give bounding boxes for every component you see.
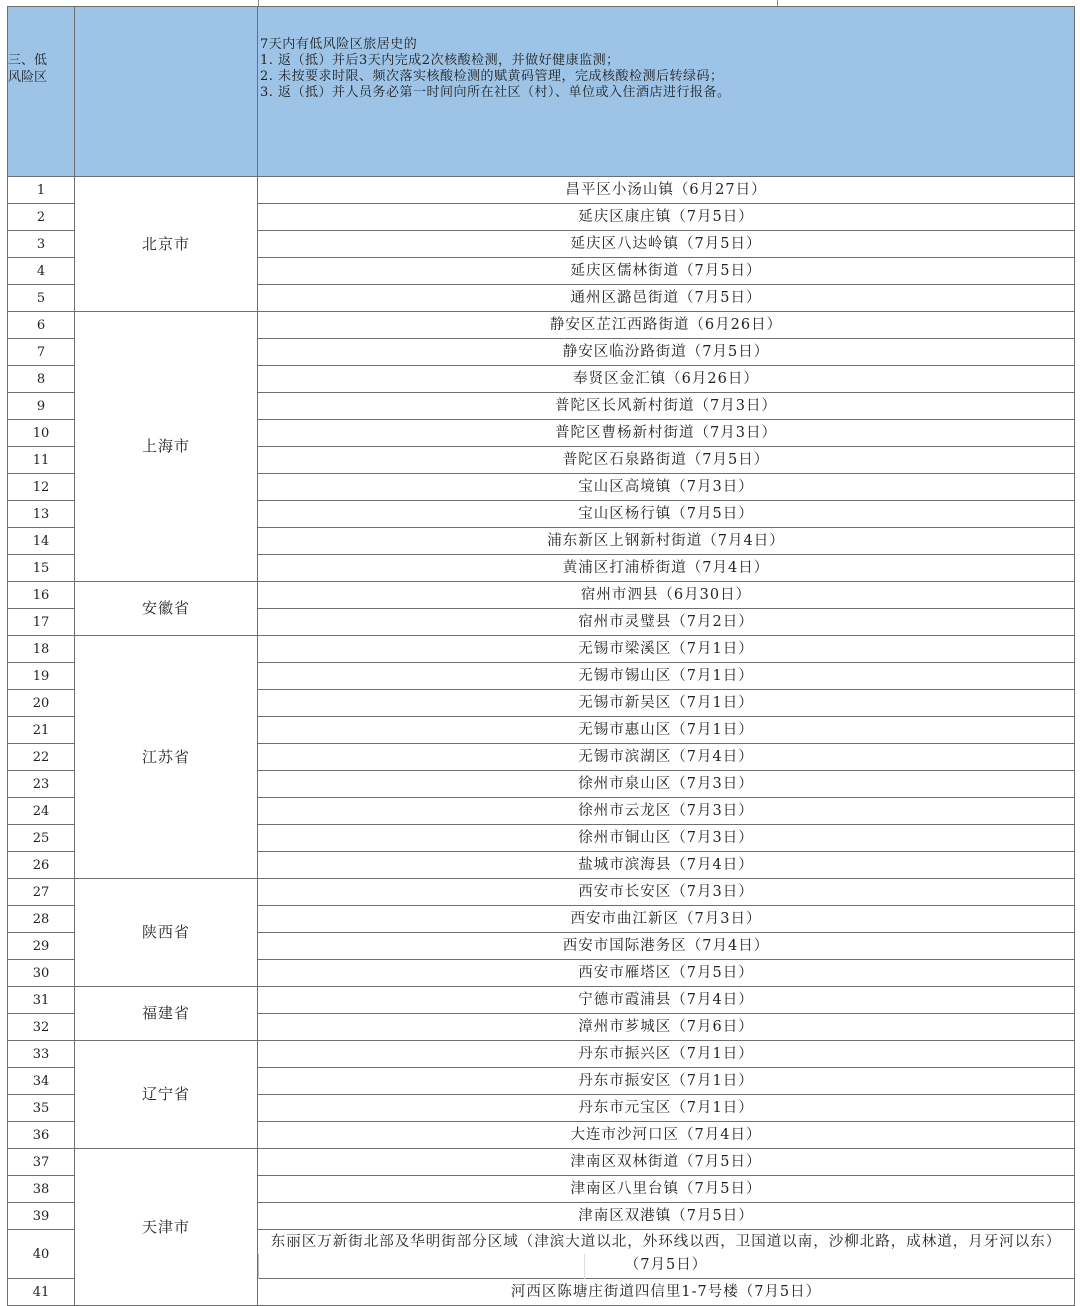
province-cell: 江苏省 <box>75 636 258 879</box>
row-number: 39 <box>8 1203 75 1230</box>
row-number: 3 <box>8 231 75 258</box>
area-cell: 普陀区曹杨新村街道（7月3日） <box>258 420 1075 447</box>
row-number: 9 <box>8 393 75 420</box>
row-number: 17 <box>8 609 75 636</box>
table-row <box>8 636 1075 663</box>
province-cell: 福建省 <box>75 987 258 1041</box>
table-row <box>8 879 1075 906</box>
table-row <box>8 987 1075 1014</box>
row-number: 38 <box>8 1176 75 1203</box>
row-number: 40 <box>8 1230 75 1279</box>
province-cell: 北京市 <box>75 177 258 312</box>
row-number: 18 <box>8 636 75 663</box>
area-cell: 徐州市铜山区（7月3日） <box>258 825 1075 852</box>
area-cell: 漳州市芗城区（7月6日） <box>258 1014 1075 1041</box>
row-number: 5 <box>8 285 75 312</box>
area-cell: 东丽区万新街北部及华明街部分区域（津滨大道以北，外环线以西，卫国道以南，沙柳北路，成林道，月牙河以东）（7月5日） <box>258 1230 1075 1279</box>
row-number: 37 <box>8 1149 75 1176</box>
row-number: 12 <box>8 474 75 501</box>
area-cell: 延庆区儒林街道（7月5日） <box>258 258 1075 285</box>
province-cell: 辽宁省 <box>75 1041 258 1149</box>
area-cell: 无锡市锡山区（7月1日） <box>258 663 1075 690</box>
area-cell: 大连市沙河口区（7月4日） <box>258 1122 1075 1149</box>
row-number: 14 <box>8 528 75 555</box>
area-cell: 津南区双林街道（7月5日） <box>258 1149 1075 1176</box>
row-number: 1 <box>8 177 75 204</box>
area-cell: 西安市曲江新区（7月3日） <box>258 906 1075 933</box>
area-cell: 无锡市梁溪区（7月1日） <box>258 636 1075 663</box>
province-cell: 上海市 <box>75 312 258 582</box>
area-cell: 西安市国际港务区（7月4日） <box>258 933 1075 960</box>
province-cell: 安徽省 <box>75 582 258 636</box>
row-number: 7 <box>8 339 75 366</box>
area-cell: 无锡市惠山区（7月1日） <box>258 717 1075 744</box>
row-number: 13 <box>8 501 75 528</box>
row-number: 34 <box>8 1068 75 1095</box>
row-number: 41 <box>8 1279 75 1306</box>
area-cell: 通州区潞邑街道（7月5日） <box>258 285 1075 312</box>
row-number: 27 <box>8 879 75 906</box>
area-cell: 普陀区石泉路街道（7月5日） <box>258 447 1075 474</box>
notes-title: 7天内有低风险区旅居史的 <box>260 37 418 52</box>
area-cell: 徐州市泉山区（7月3日） <box>258 771 1075 798</box>
area-cell: 盐城市滨海县（7月4日） <box>258 852 1075 879</box>
row-number: 31 <box>8 987 75 1014</box>
row-number: 16 <box>8 582 75 609</box>
area-cell: 昌平区小汤山镇（6月27日） <box>258 177 1075 204</box>
row-number: 35 <box>8 1095 75 1122</box>
table-row <box>8 1041 1075 1068</box>
row-number: 8 <box>8 366 75 393</box>
area-cell: 无锡市新吴区（7月1日） <box>258 690 1075 717</box>
table-row <box>8 177 1075 204</box>
area-cell: 丹东市振安区（7月1日） <box>258 1068 1075 1095</box>
row-number: 15 <box>8 555 75 582</box>
area-cell: 延庆区八达岭镇（7月5日） <box>258 231 1075 258</box>
row-number: 6 <box>8 312 75 339</box>
area-cell: 宝山区高境镇（7月3日） <box>258 474 1075 501</box>
area-cell: 静安区芷江西路街道（6月26日） <box>258 312 1075 339</box>
row-number: 26 <box>8 852 75 879</box>
row-number: 25 <box>8 825 75 852</box>
header-notes-cell <box>258 7 1075 177</box>
header-blank-cell <box>75 7 258 177</box>
area-cell: 奉贤区金汇镇（6月26日） <box>258 366 1075 393</box>
row-number: 30 <box>8 960 75 987</box>
area-cell: 宿州市灵璧县（7月2日） <box>258 609 1075 636</box>
area-cell: 河西区陈塘庄街道四信里1-7号楼（7月5日） <box>258 1279 1075 1306</box>
row-number: 33 <box>8 1041 75 1068</box>
area-cell: 静安区临汾路街道（7月5日） <box>258 339 1075 366</box>
area-cell: 延庆区康庄镇（7月5日） <box>258 204 1075 231</box>
row-number: 23 <box>8 771 75 798</box>
row-number: 11 <box>8 447 75 474</box>
area-cell: 西安市雁塔区（7月5日） <box>258 960 1075 987</box>
header-row <box>8 7 1075 177</box>
row-number: 19 <box>8 663 75 690</box>
row-number: 29 <box>8 933 75 960</box>
province-cell: 天津市 <box>75 1149 258 1306</box>
area-cell: 津南区八里台镇（7月5日） <box>258 1176 1075 1203</box>
section-label-cell <box>8 7 75 177</box>
grid-line <box>258 1254 259 1279</box>
area-cell: 丹东市振兴区（7月1日） <box>258 1041 1075 1068</box>
row-number: 20 <box>8 690 75 717</box>
note-line: 2. 未按要求时限、频次落实核酸检测的赋黄码管理，完成核酸检测后转绿码； <box>260 69 724 84</box>
row-number: 2 <box>8 204 75 231</box>
area-cell: 浦东新区上钢新村街道（7月4日） <box>258 528 1075 555</box>
area-cell: 津南区双港镇（7月5日） <box>258 1203 1075 1230</box>
area-cell: 普陀区长风新村街道（7月3日） <box>258 393 1075 420</box>
row-number: 4 <box>8 258 75 285</box>
table-row <box>8 1149 1075 1176</box>
row-number: 36 <box>8 1122 75 1149</box>
area-cell: 宝山区杨行镇（7月5日） <box>258 501 1075 528</box>
table-body <box>8 7 1075 1306</box>
row-number: 32 <box>8 1014 75 1041</box>
table-row <box>8 312 1075 339</box>
area-cell: 宁德市霞浦县（7月4日） <box>258 987 1075 1014</box>
row-number: 24 <box>8 798 75 825</box>
note-line: 3. 返（抵）并人员务必第一时间向所在社区（村）、单位或入住酒店进行报备。 <box>260 85 731 100</box>
row-number: 22 <box>8 744 75 771</box>
area-cell: 黄浦区打浦桥街道（7月4日） <box>258 555 1075 582</box>
note-line: 1. 返（抵）并后3天内完成2次核酸检测，并做好健康监测； <box>260 53 620 68</box>
row-number: 10 <box>8 420 75 447</box>
row-number: 28 <box>8 906 75 933</box>
section-label: 三、低 风险区 <box>8 53 48 85</box>
area-cell: 无锡市滨湖区（7月4日） <box>258 744 1075 771</box>
low-risk-area-table <box>7 6 1075 1306</box>
area-cell: 徐州市云龙区（7月3日） <box>258 798 1075 825</box>
grid-line <box>584 1254 585 1279</box>
area-cell: 西安市长安区（7月3日） <box>258 879 1075 906</box>
table-row <box>8 582 1075 609</box>
area-cell: 丹东市元宝区（7月1日） <box>258 1095 1075 1122</box>
row-number: 21 <box>8 717 75 744</box>
area-cell: 宿州市泗县（6月30日） <box>258 582 1075 609</box>
province-cell: 陕西省 <box>75 879 258 987</box>
